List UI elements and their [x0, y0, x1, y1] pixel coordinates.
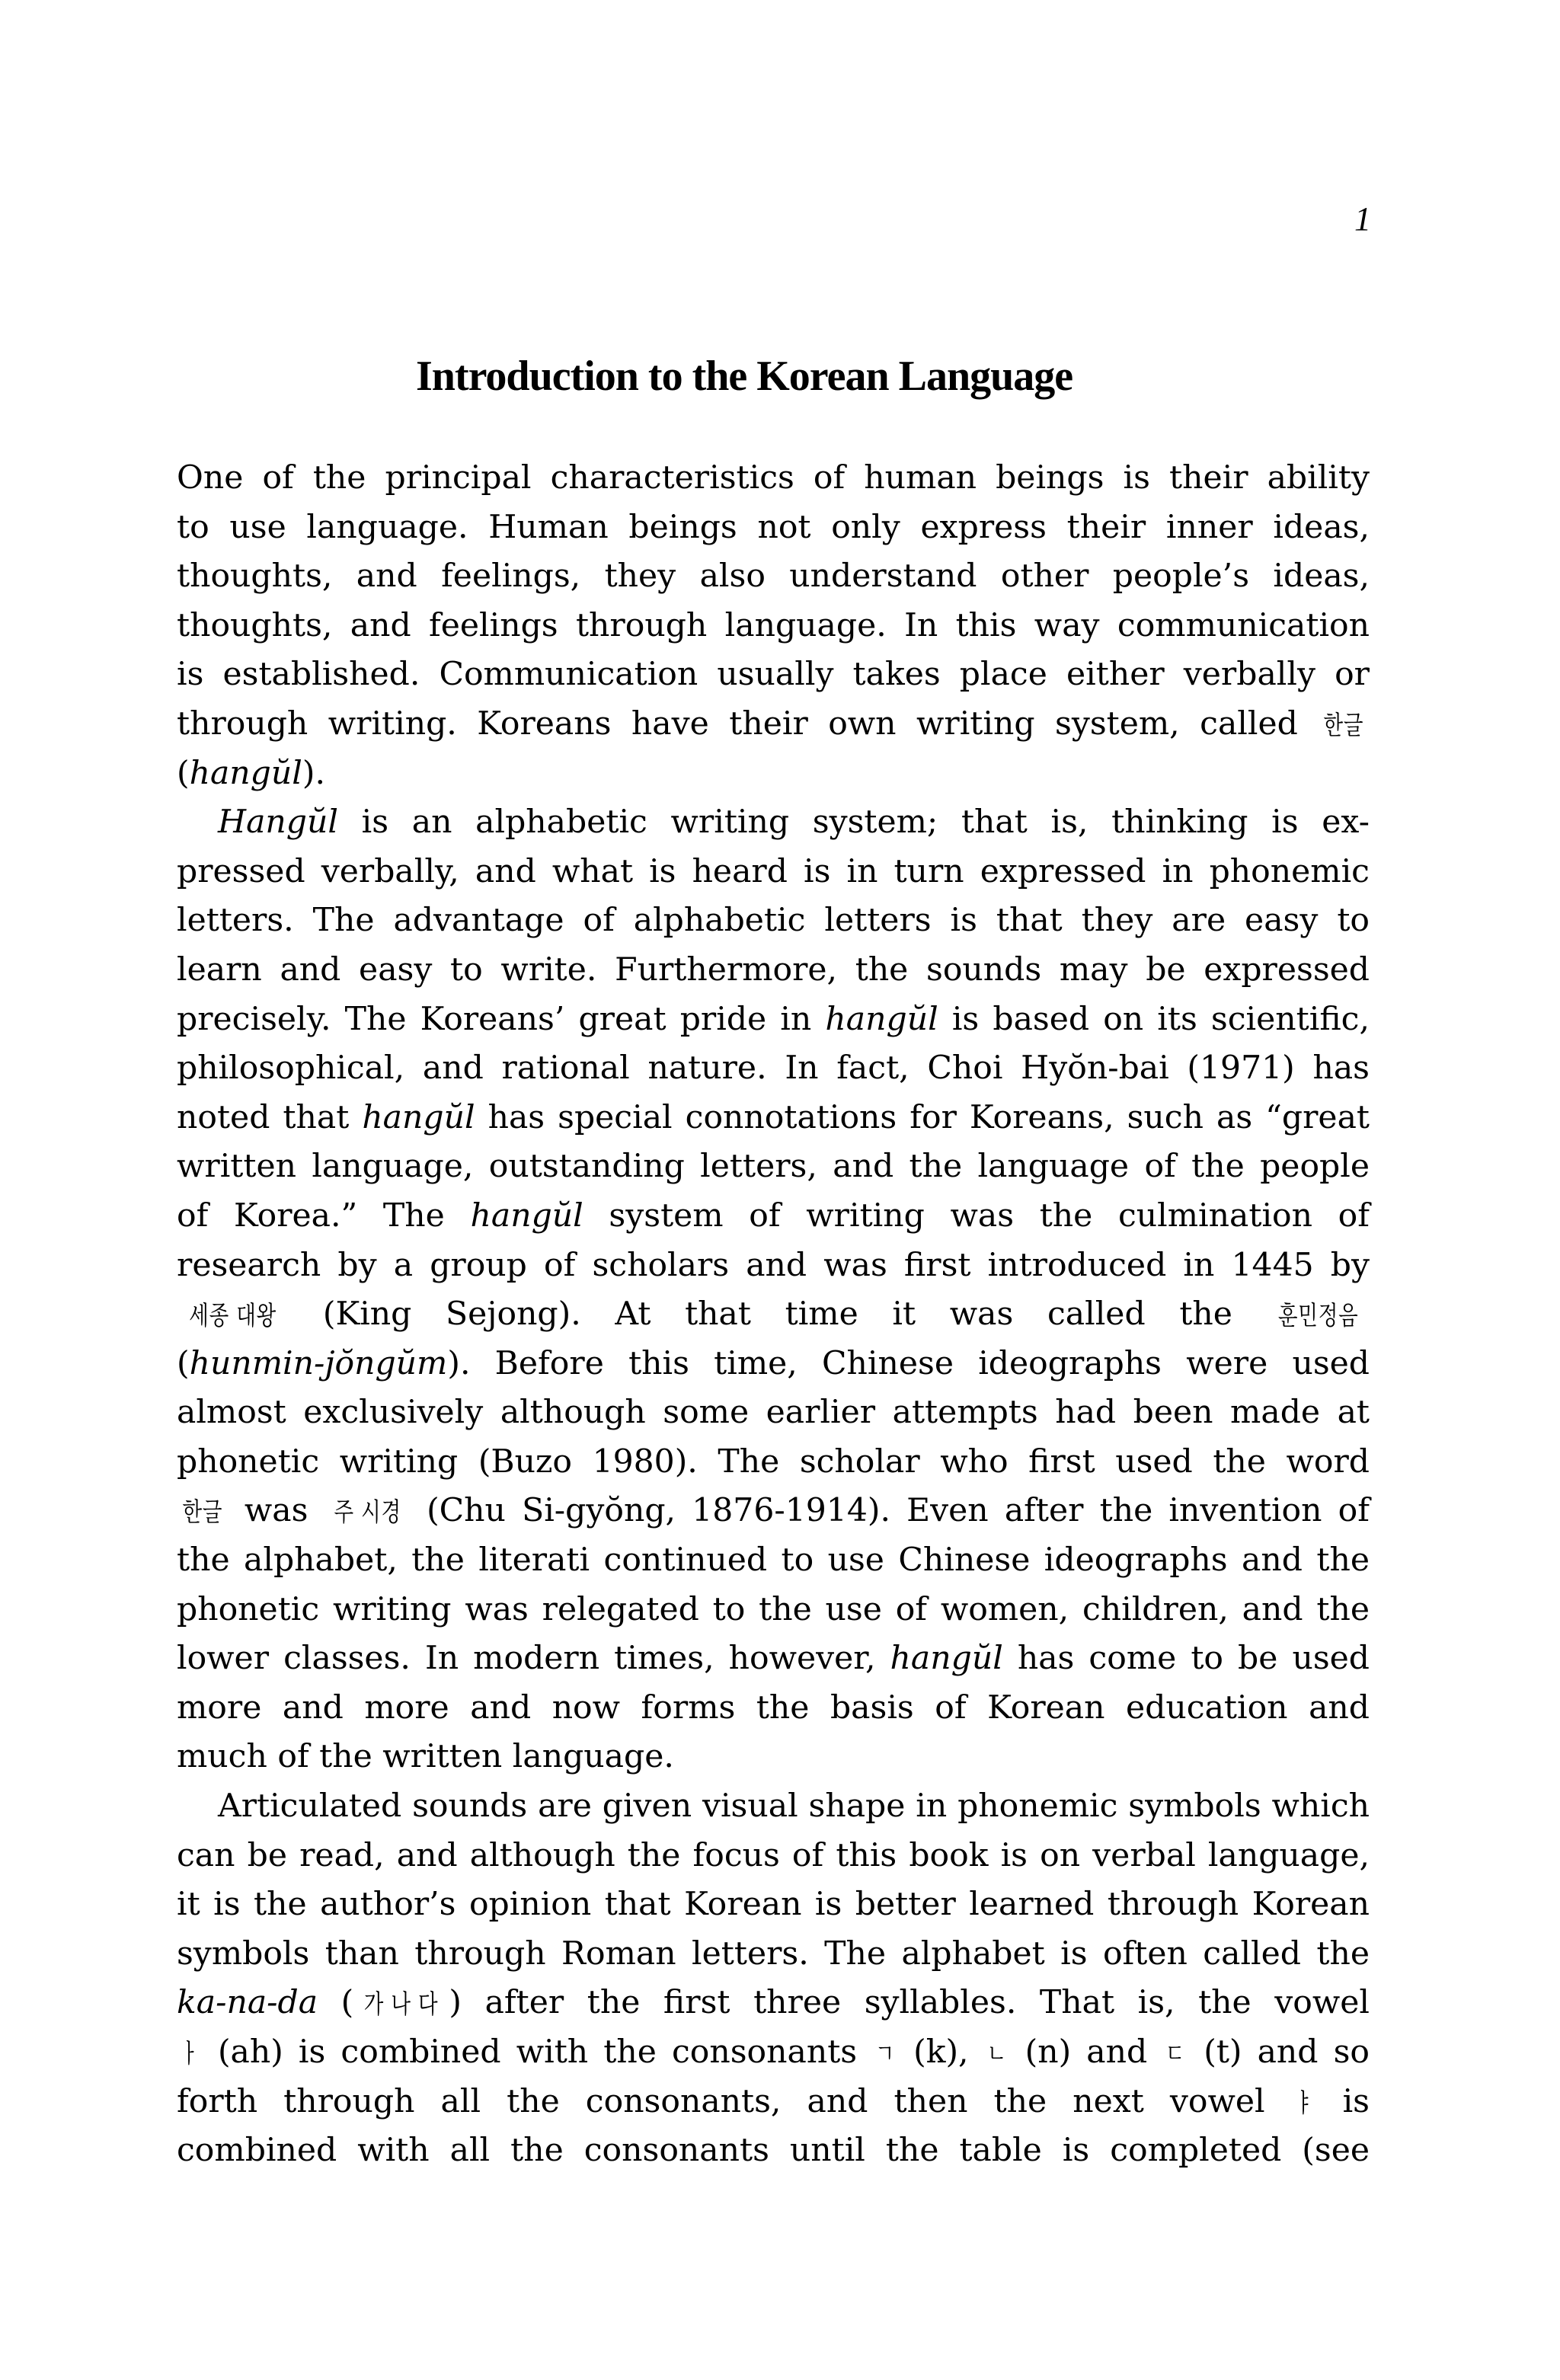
- text-segment: noted that: [177, 1098, 363, 1136]
- italic-term: ka-na-da: [177, 1984, 318, 2022]
- text-line: [177, 2028, 1370, 2078]
- korean-text: 훈민정음: [1277, 1301, 1359, 1332]
- text-segment: lower classes. In modern times, however,: [177, 1640, 890, 1678]
- text-segment: (: [177, 754, 190, 792]
- text-segment: pressed verbally, and what is heard is in turn expressed in phonemic: [177, 852, 1370, 890]
- text-line: [177, 1192, 1370, 1241]
- korean-text: ㅏ: [179, 2039, 200, 2069]
- text-line: [177, 896, 1370, 946]
- korean-text: 주 시경: [334, 1497, 401, 1529]
- text-line: [177, 749, 1370, 799]
- text-segment: research by a group of scholars and was first introduced in 1445 by: [177, 1246, 1370, 1284]
- korean-text: 한글: [182, 1497, 223, 1529]
- text-line: [177, 1979, 1370, 2028]
- text-segment: ). Before this time, Chinese ideographs were used: [447, 1344, 1370, 1382]
- text-line: [177, 1930, 1370, 1979]
- text-line: [177, 602, 1370, 651]
- text-segment: to use language. Human beings not only express their inner ideas,: [177, 508, 1370, 546]
- korean-text: 한글: [1323, 710, 1364, 741]
- text-line: [177, 1340, 1370, 1389]
- text-segment: (k),: [898, 2033, 984, 2071]
- korean-text: ㅑ: [1293, 2088, 1314, 2119]
- text-line: [177, 1044, 1370, 1094]
- italic-term: Hangŭl: [218, 803, 338, 842]
- text-line: [177, 700, 1370, 749]
- text-segment: has come to be used: [1002, 1640, 1370, 1678]
- text-line: [177, 1487, 1370, 1536]
- text-segment: (Chu Si-gyŏng, 1876-1914). Even after the invention of: [410, 1492, 1370, 1530]
- text-line: [177, 1880, 1370, 1930]
- text-segment: One of the principal characteristics of human beings is their ability: [177, 459, 1370, 497]
- text-segment: was: [228, 1492, 324, 1530]
- text-segment: is: [1316, 2082, 1370, 2120]
- italic-term: hangŭl: [362, 1098, 475, 1136]
- text-segment: forth through all the consonants, and then the next vowel: [177, 2082, 1291, 2120]
- text-segment: combined with all the consonants until the table is completed (see: [177, 2132, 1370, 2170]
- text-segment: the alphabet, the literati continued to use Chinese ideographs and the: [177, 1541, 1370, 1580]
- text-line: [177, 1142, 1370, 1192]
- text-segment: thoughts, and feelings through language. In this way communication: [177, 606, 1370, 644]
- text-segment: system of writing was the culmination of: [583, 1196, 1370, 1235]
- text-segment: letters. The advantage of alphabetic letters is that they are easy to: [177, 902, 1370, 940]
- text-segment: (n) and: [1009, 2033, 1163, 2071]
- text-line: [177, 1290, 1370, 1340]
- text-line: [177, 1094, 1370, 1143]
- page-number: 1: [1354, 200, 1371, 238]
- korean-text: 세종 대왕: [189, 1301, 277, 1332]
- text-line: [177, 1832, 1370, 1881]
- text-line: [177, 1782, 1370, 1832]
- text-segment: (: [177, 1344, 190, 1382]
- text-line: [177, 1684, 1370, 1733]
- italic-term: hangŭl: [825, 1000, 938, 1038]
- text-segment: (: [318, 1984, 354, 2022]
- text-segment: much of the written language.: [177, 1738, 674, 1776]
- text-segment: thoughts, and feelings, they also understand other people’s ideas,: [177, 557, 1370, 596]
- text-segment: phonetic writing (Buzo 1980). The scholar who first used the word: [177, 1442, 1370, 1481]
- text-segment: written language, outstanding letters, and the language of the people: [177, 1148, 1370, 1186]
- text-line: [177, 454, 1370, 503]
- text-line: [177, 798, 1370, 848]
- text-line: [177, 552, 1370, 602]
- text-segment: phonetic writing was relegated to the use of women, children, and the: [177, 1590, 1370, 1628]
- text-segment: learn and easy to write. Furthermore, the sounds may be expressed: [177, 950, 1370, 989]
- korean-text: 가 나 다: [364, 1989, 439, 2021]
- text-line: [177, 1241, 1370, 1291]
- italic-term: hangŭl: [470, 1196, 583, 1235]
- text-segment: almost exclusively although some earlier attempts had been made at: [177, 1394, 1370, 1432]
- text-segment: ) after the first three syllables. That is, the vowel: [449, 1984, 1370, 2022]
- chapter-title: Introduction to the Korean Language: [416, 353, 1073, 400]
- text-line: [177, 848, 1370, 897]
- text-segment: is established. Communication usually takes place either verbally or: [177, 656, 1370, 694]
- text-segment: has special connotations for Koreans, such as “great: [475, 1098, 1370, 1136]
- text-segment: precisely. The Koreans’ great pride in: [177, 1000, 826, 1038]
- italic-term: hunmin-jŏngŭm: [189, 1344, 448, 1382]
- text-line: [177, 1536, 1370, 1586]
- text-segment: of Korea.” The: [177, 1196, 471, 1235]
- text-line: [177, 650, 1370, 700]
- text-line: [177, 1733, 1370, 1782]
- text-line: [177, 2078, 1370, 2127]
- italic-term: hangŭl: [189, 754, 302, 792]
- text-segment: can be read, and although the focus of this book is on verbal language,: [177, 1836, 1370, 1874]
- text-line: [177, 2126, 1370, 2176]
- text-segment: Articulated sounds are given visual shape in phonemic symbols which: [218, 1787, 1370, 1826]
- text-line: [177, 503, 1370, 553]
- text-line: [177, 1388, 1370, 1438]
- korean-text: ㄷ: [1165, 2039, 1186, 2069]
- text-segment: is based on its scientific,: [938, 1000, 1370, 1038]
- text-line: [177, 1438, 1370, 1487]
- body-text: [177, 454, 1370, 2176]
- text-segment: it is the author’s opinion that Korean is better learned through Korean: [177, 1886, 1370, 1924]
- text-segment: (t) and so: [1188, 2033, 1370, 2071]
- korean-text: ㄱ: [874, 2039, 896, 2069]
- text-line: [177, 946, 1370, 995]
- italic-term: hangŭl: [890, 1640, 1003, 1678]
- text-segment: (King Sejong). At that time it was called the: [289, 1295, 1267, 1334]
- text-line: [177, 995, 1370, 1045]
- korean-text: ㄴ: [986, 2039, 1007, 2069]
- text-segment: through writing. Koreans have their own writing system, called: [177, 704, 1319, 743]
- text-segment: is an alphabetic writing system; that is, thinking is ex-: [337, 803, 1370, 842]
- text-segment: symbols than through Roman letters. The alphabet is often called the: [177, 1934, 1370, 1973]
- text-segment: (ah) is combined with the consonants: [202, 2033, 873, 2071]
- text-segment: philosophical, and rational nature. In fact, Choi Hyŏn-bai (1971) has: [177, 1049, 1370, 1088]
- text-segment: ).: [302, 754, 325, 792]
- text-line: [177, 1634, 1370, 1684]
- text-line: [177, 1586, 1370, 1635]
- text-segment: more and more and now forms the basis of Korean education and: [177, 1688, 1370, 1727]
